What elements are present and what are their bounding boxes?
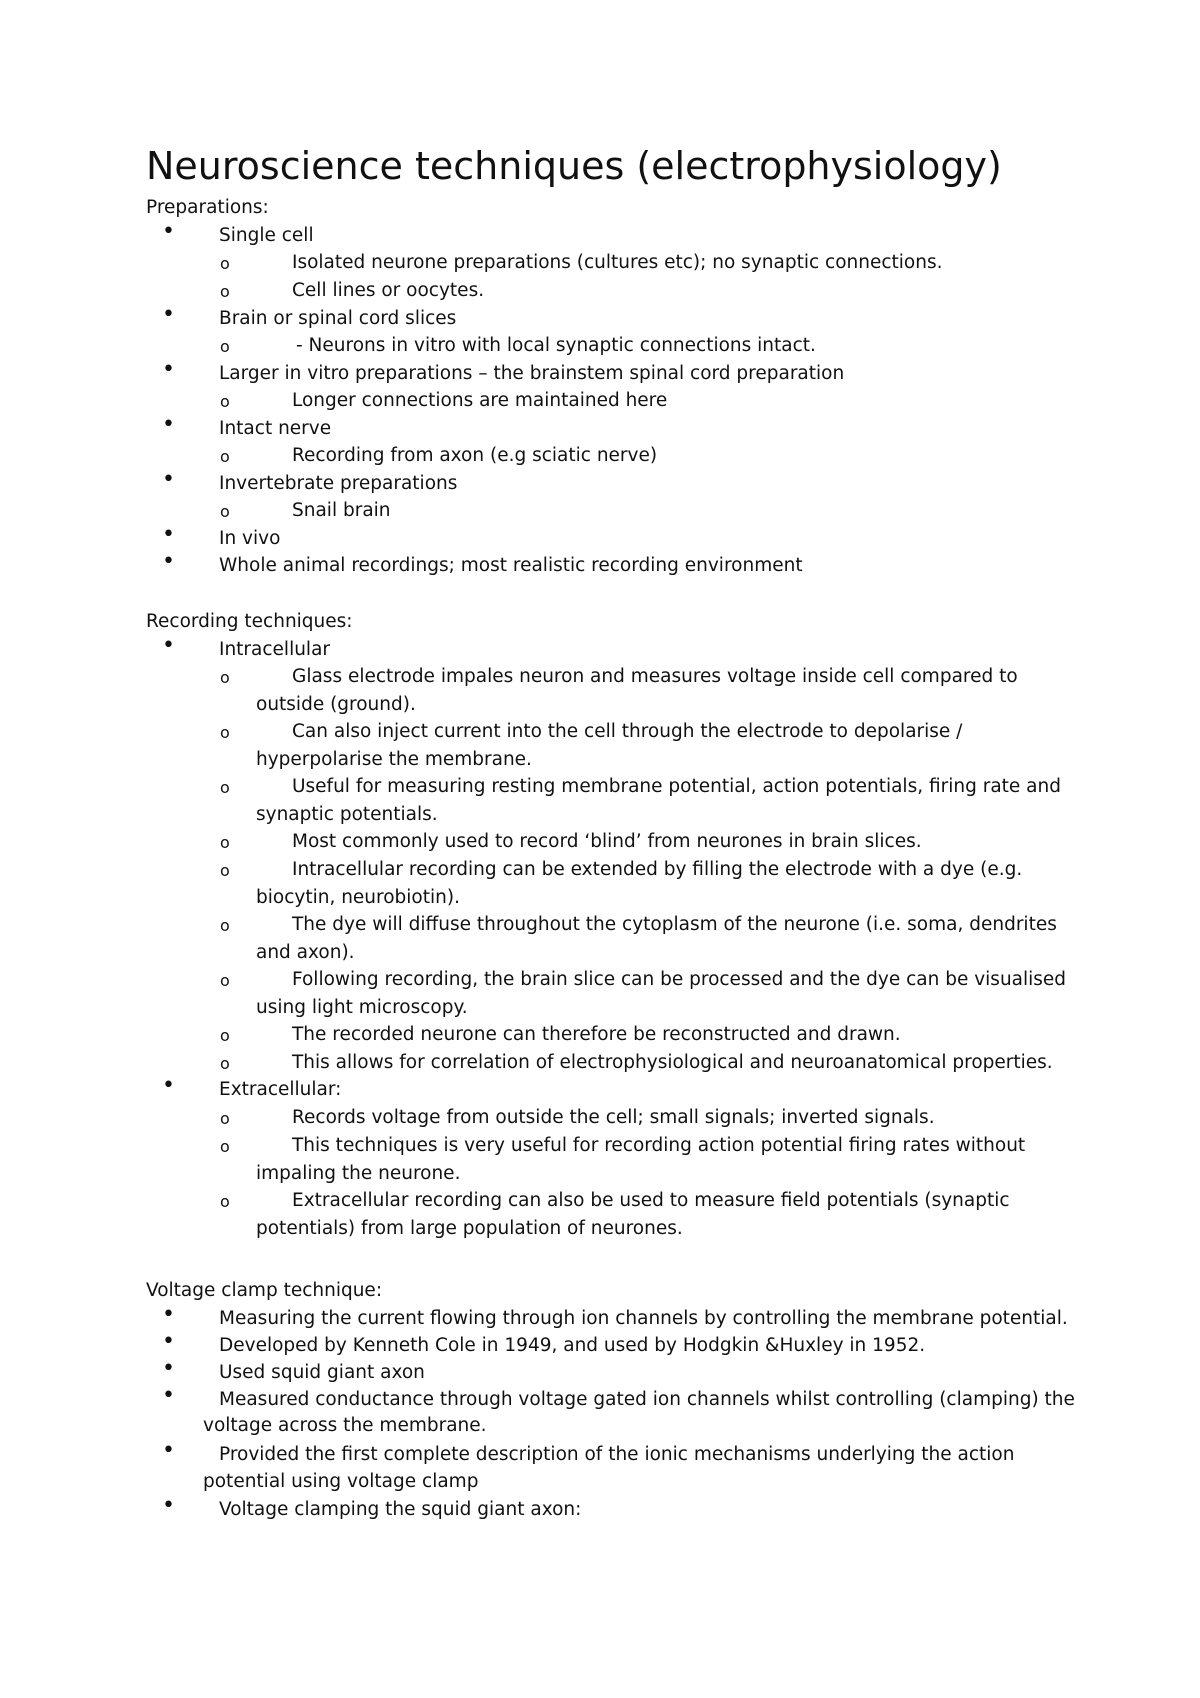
bullet-icon: •: [162, 1302, 175, 1327]
circle-bullet-icon: o: [220, 282, 230, 301]
list-item-continuation: potential using voltage clamp: [203, 1471, 479, 1492]
list-item: Brain or spinal cord slices: [219, 308, 457, 329]
circle-bullet-icon: o: [220, 1026, 230, 1045]
circle-bullet-icon: o: [220, 392, 230, 411]
circle-bullet-icon: o: [220, 1054, 230, 1073]
list-item: Extracellular recording can also be used to measure field potentials (synaptic: [292, 1190, 1010, 1211]
bullet-icon: •: [162, 357, 175, 382]
list-item: This techniques is very useful for recording action potential firing rates without: [292, 1135, 1026, 1156]
circle-bullet-icon: o: [220, 778, 230, 797]
bullet-icon: •: [162, 1356, 175, 1381]
list-item: Snail brain: [292, 500, 391, 521]
list-item-intracellular: Intracellular: [219, 639, 331, 660]
list-item-continuation: outside (ground).: [256, 694, 416, 715]
list-item: Whole animal recordings; most realistic recording environment: [219, 555, 803, 576]
bullet-icon: •: [162, 633, 175, 658]
bullet-icon: •: [162, 1073, 175, 1098]
bullet-icon: •: [162, 522, 175, 547]
bullet-icon: •: [162, 1438, 175, 1463]
circle-bullet-icon: o: [220, 916, 230, 935]
circle-bullet-icon: o: [220, 971, 230, 990]
list-item-continuation: and axon).: [256, 942, 355, 963]
section-heading-preparations: Preparations:: [146, 197, 269, 218]
list-item: In vivo: [219, 528, 281, 549]
list-item: Developed by Kenneth Cole in 1949, and used by Hodgkin &Huxley in 1952.: [219, 1335, 926, 1356]
list-item: Single cell: [219, 225, 314, 246]
circle-bullet-icon: o: [220, 668, 230, 687]
list-item-continuation: biocytin, neurobiotin).: [256, 887, 460, 908]
list-item: Intracellular recording can be extended by filling the electrode with a dye (e.g.: [292, 859, 1023, 880]
bullet-icon: •: [162, 1329, 175, 1354]
list-item: Records voltage from outside the cell; small signals; inverted signals.: [292, 1107, 935, 1128]
section-heading-voltage-clamp: Voltage clamp technique:: [146, 1280, 383, 1301]
list-item: Can also inject current into the cell through the electrode to depolarise /: [292, 721, 963, 742]
circle-bullet-icon: o: [220, 1137, 230, 1156]
list-item: Invertebrate preparations: [219, 473, 458, 494]
list-item: This allows for correlation of electrophysiological and neuroanatomical properties.: [292, 1052, 1053, 1073]
list-item: Cell lines or oocytes.: [292, 280, 485, 301]
circle-bullet-icon: o: [220, 502, 230, 521]
list-item: Isolated neurone preparations (cultures etc); no synaptic connections.: [292, 252, 943, 273]
list-item: Measured conductance through voltage gated ion channels whilst controlling (clamping) the: [219, 1389, 1075, 1410]
bullet-icon: •: [162, 412, 175, 437]
list-item: Used squid giant axon: [219, 1362, 425, 1383]
circle-bullet-icon: o: [220, 447, 230, 466]
circle-bullet-icon: o: [220, 861, 230, 880]
list-item: Most commonly used to record ‘blind’ from neurones in brain slices.: [292, 831, 922, 852]
list-item-continuation: voltage across the membrane.: [203, 1415, 487, 1436]
list-item: The recorded neurone can therefore be reconstructed and drawn.: [292, 1024, 901, 1045]
list-item: Glass electrode impales neuron and measures voltage inside cell compared to: [292, 666, 1018, 687]
document-title: Neuroscience techniques (electrophysiology): [146, 144, 1002, 188]
list-item: Following recording, the brain slice can be processed and the dye can be visualised: [292, 969, 1067, 990]
list-item: - Neurons in vitro with local synaptic connections intact.: [296, 335, 816, 356]
list-item: Recording from axon (e.g sciatic nerve): [292, 445, 658, 466]
list-item-continuation: hyperpolarise the membrane.: [256, 749, 532, 770]
list-item: Longer connections are maintained here: [292, 390, 668, 411]
list-item-continuation: synaptic potentials.: [256, 804, 438, 825]
list-item: Larger in vitro preparations – the brainstem spinal cord preparation: [219, 363, 845, 384]
list-item-continuation: using light microscopy.: [256, 997, 468, 1018]
bullet-icon: •: [162, 1493, 175, 1518]
circle-bullet-icon: o: [220, 723, 230, 742]
list-item: The dye will diffuse throughout the cytoplasm of the neurone (i.e. soma, dendrites: [292, 914, 1057, 935]
bullet-icon: •: [162, 219, 175, 244]
circle-bullet-icon: o: [220, 1109, 230, 1128]
list-item: Intact nerve: [219, 418, 332, 439]
circle-bullet-icon: o: [220, 337, 230, 356]
list-item-continuation: impaling the neurone.: [256, 1163, 461, 1184]
bullet-icon: •: [162, 467, 175, 492]
bullet-icon: •: [162, 302, 175, 327]
list-item: Useful for measuring resting membrane potential, action potentials, firing rate and: [292, 776, 1061, 797]
list-item: Measuring the current flowing through ion channels by controlling the membrane potential.: [219, 1308, 1068, 1329]
section-heading-recording: Recording techniques:: [146, 611, 353, 632]
circle-bullet-icon: o: [220, 833, 230, 852]
list-item: Voltage clamping the squid giant axon:: [219, 1499, 582, 1520]
list-item-continuation: potentials) from large population of neurones.: [256, 1218, 683, 1239]
list-item-extracellular: Extracellular:: [219, 1079, 342, 1100]
circle-bullet-icon: o: [220, 254, 230, 273]
list-item: Provided the first complete description of the ionic mechanisms underlying the action: [219, 1444, 1015, 1465]
circle-bullet-icon: o: [220, 1192, 230, 1211]
bullet-icon: •: [162, 1383, 175, 1408]
bullet-icon: •: [162, 549, 175, 574]
